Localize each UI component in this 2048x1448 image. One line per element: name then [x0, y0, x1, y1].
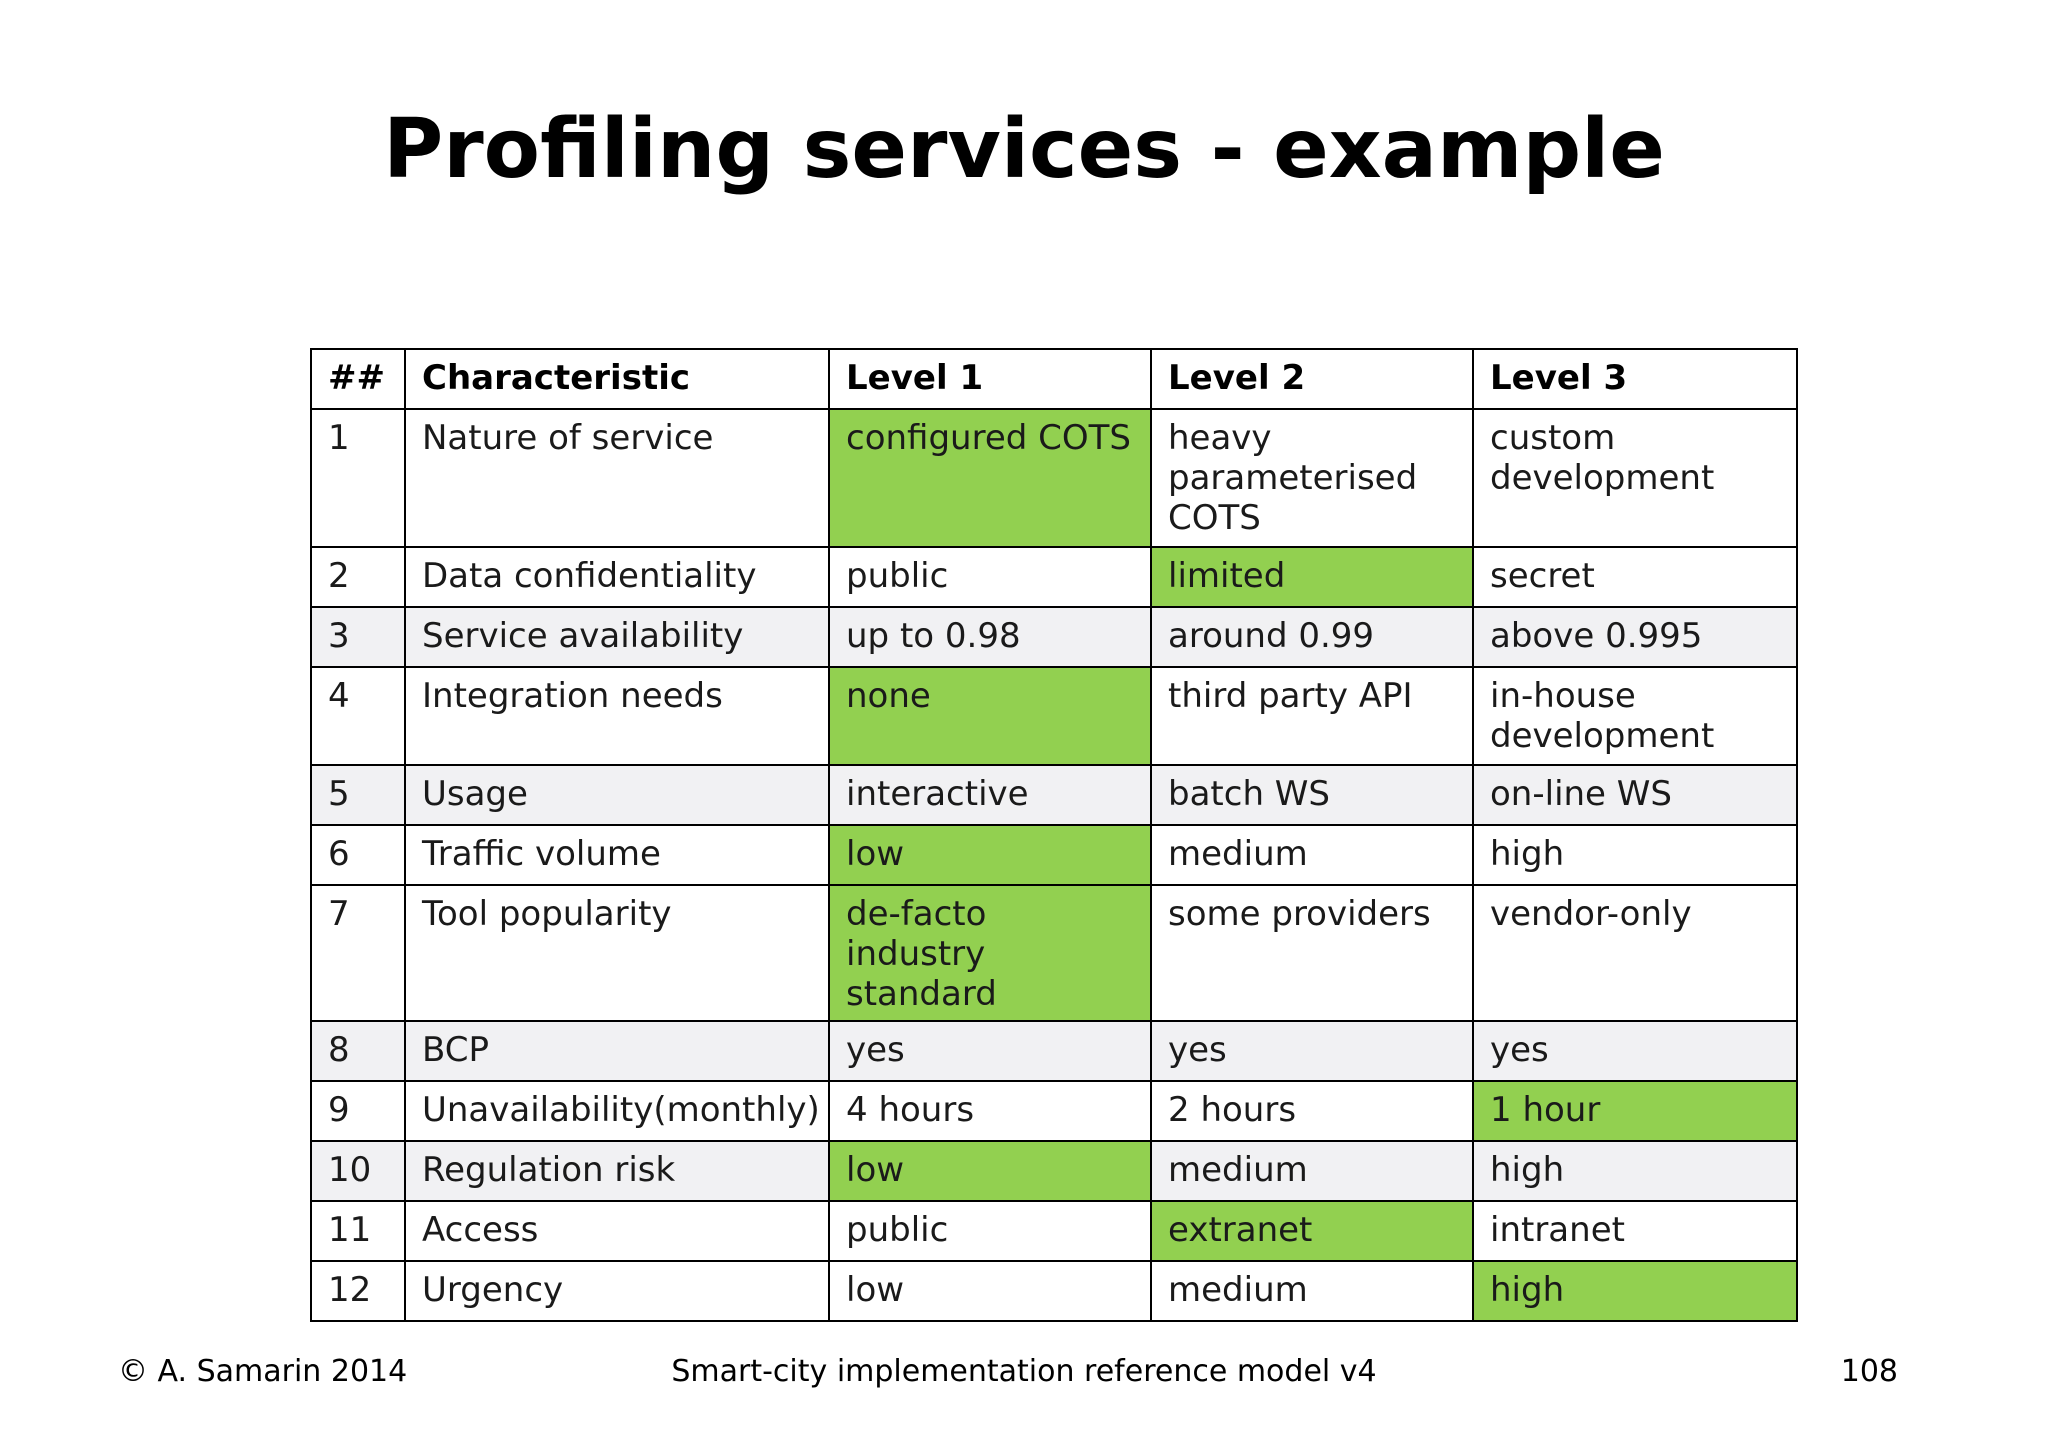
profiling-table-container	[310, 348, 1796, 1322]
row-number: 8	[311, 1021, 405, 1081]
row-characteristic: Usage	[405, 765, 829, 825]
table-row	[311, 1081, 1797, 1141]
table-row	[311, 1021, 1797, 1081]
level-2-cell: yes	[1151, 1021, 1473, 1081]
slide-title: Profiling services - example	[383, 102, 1665, 197]
level-2-cell: heavy parameterised COTS	[1151, 409, 1473, 547]
level-1-cell: interactive	[829, 765, 1151, 825]
table-row	[311, 885, 1797, 1021]
row-number: 3	[311, 607, 405, 667]
level-3-cell: custom development	[1473, 409, 1797, 547]
row-characteristic: Urgency	[405, 1261, 829, 1321]
page-number: 108	[1840, 1354, 1898, 1389]
row-characteristic: Regulation risk	[405, 1141, 829, 1201]
level-3-cell: high	[1473, 1141, 1797, 1201]
level-1-cell: none	[829, 667, 1151, 765]
header-level-2: Level 2	[1151, 349, 1473, 409]
table-row	[311, 1201, 1797, 1261]
row-characteristic: Service availability	[405, 607, 829, 667]
level-3-cell: intranet	[1473, 1201, 1797, 1261]
row-number: 6	[311, 825, 405, 885]
level-2-cell: 2 hours	[1151, 1081, 1473, 1141]
row-characteristic: Tool popularity	[405, 885, 829, 1021]
level-2-cell: medium	[1151, 1261, 1473, 1321]
level-3-cell: vendor-only	[1473, 885, 1797, 1021]
level-3-cell: secret	[1473, 547, 1797, 607]
row-number: 1	[311, 409, 405, 547]
level-1-cell: low	[829, 1141, 1151, 1201]
level-3-cell: high	[1473, 1261, 1797, 1321]
level-3-cell: in-house development	[1473, 667, 1797, 765]
level-2-cell: around 0.99	[1151, 607, 1473, 667]
table-row	[311, 1141, 1797, 1201]
table-row	[311, 825, 1797, 885]
level-1-cell: up to 0.98	[829, 607, 1151, 667]
level-1-cell: configured COTS	[829, 409, 1151, 547]
row-characteristic: Integration needs	[405, 667, 829, 765]
footer-copyright: © A. Samarin 2014	[118, 1354, 408, 1389]
header-number: ##	[311, 349, 405, 409]
level-3-cell: on-line WS	[1473, 765, 1797, 825]
row-number: 4	[311, 667, 405, 765]
level-1-cell: 4 hours	[829, 1081, 1151, 1141]
row-characteristic: Unavailability(monthly)	[405, 1081, 829, 1141]
table-row	[311, 667, 1797, 765]
header-characteristic: Characteristic	[405, 349, 829, 409]
table-header-row	[311, 349, 1797, 409]
row-number: 9	[311, 1081, 405, 1141]
level-2-cell: batch WS	[1151, 765, 1473, 825]
level-1-cell: de-facto industry standard	[829, 885, 1151, 1021]
row-number: 5	[311, 765, 405, 825]
row-number: 2	[311, 547, 405, 607]
table-row	[311, 607, 1797, 667]
row-characteristic: Access	[405, 1201, 829, 1261]
level-1-cell: public	[829, 1201, 1151, 1261]
level-1-cell: yes	[829, 1021, 1151, 1081]
row-number: 7	[311, 885, 405, 1021]
profiling-table	[310, 348, 1798, 1322]
level-2-cell: medium	[1151, 1141, 1473, 1201]
header-level-1: Level 1	[829, 349, 1151, 409]
table-row	[311, 409, 1797, 547]
level-1-cell: public	[829, 547, 1151, 607]
level-2-cell: medium	[1151, 825, 1473, 885]
level-2-cell: extranet	[1151, 1201, 1473, 1261]
table-row	[311, 765, 1797, 825]
row-characteristic: BCP	[405, 1021, 829, 1081]
level-2-cell: limited	[1151, 547, 1473, 607]
level-1-cell: low	[829, 1261, 1151, 1321]
level-3-cell: high	[1473, 825, 1797, 885]
row-characteristic: Data confidentiality	[405, 547, 829, 607]
row-characteristic: Traffic volume	[405, 825, 829, 885]
footer-title: Smart-city implementation reference model v4	[671, 1354, 1377, 1389]
level-3-cell: 1 hour	[1473, 1081, 1797, 1141]
level-2-cell: third party API	[1151, 667, 1473, 765]
level-3-cell: yes	[1473, 1021, 1797, 1081]
level-2-cell: some providers	[1151, 885, 1473, 1021]
row-characteristic: Nature of service	[405, 409, 829, 547]
level-1-cell: low	[829, 825, 1151, 885]
level-3-cell: above 0.995	[1473, 607, 1797, 667]
header-level-3: Level 3	[1473, 349, 1797, 409]
table-row	[311, 547, 1797, 607]
table-row	[311, 1261, 1797, 1321]
row-number: 10	[311, 1141, 405, 1201]
row-number: 12	[311, 1261, 405, 1321]
row-number: 11	[311, 1201, 405, 1261]
